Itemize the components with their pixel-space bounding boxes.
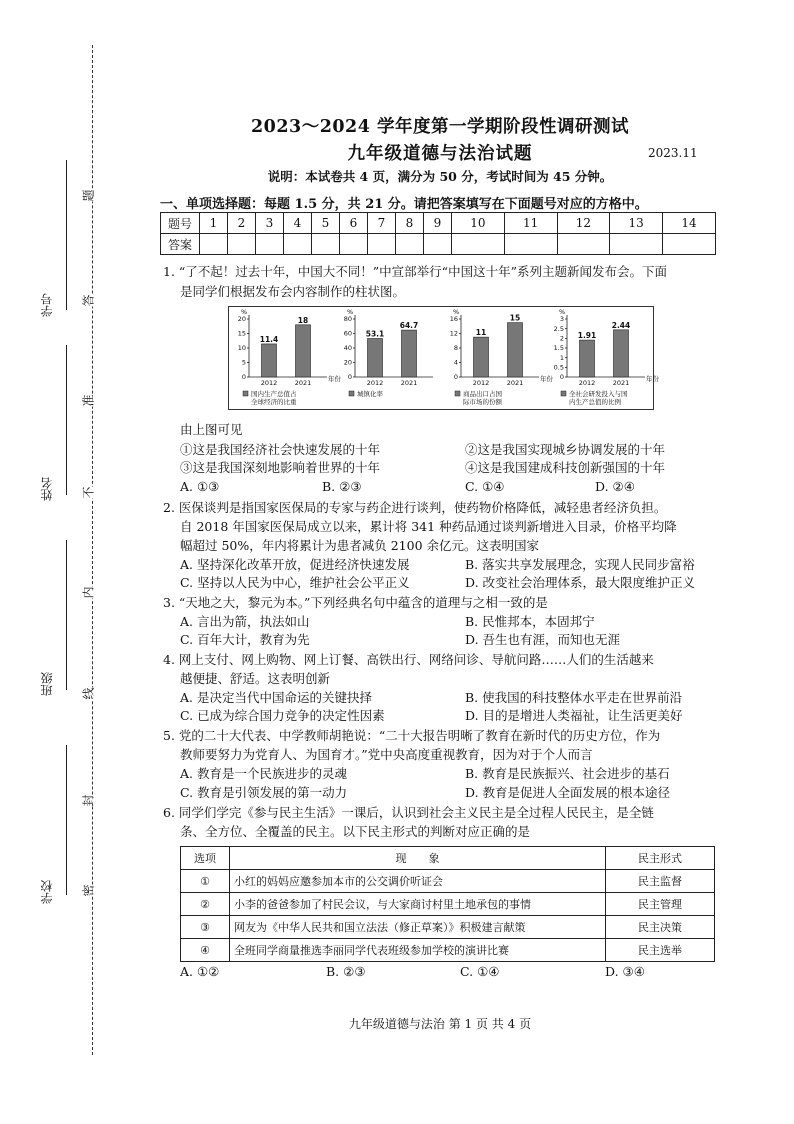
q1-stem-line1: 1. “了不起！过去十年，中国大不同！”中宣部举行“中国这十年”系列主题新闻发布会。下面	[163, 264, 667, 279]
q4-stem-line2: 越便捷、舒适。这表明创新	[180, 671, 331, 686]
row-label: 答案	[161, 234, 200, 255]
q2-stem-line1: 2. 医保谈判是指国家医保局的专家与药企进行谈判，使药物价格降低，减轻患者经济负担。	[163, 500, 667, 515]
seal-char: 封	[78, 794, 99, 806]
y-tick-label: 20	[343, 358, 352, 367]
answer-cell[interactable]	[424, 234, 452, 255]
q1-statement-2: ②这是我国实现城乡协调发展的十年	[465, 442, 666, 457]
q1-statement-3: ③这是我国深刻地影响着世界的十年	[180, 460, 381, 475]
class-label: 班级	[40, 672, 54, 696]
q5-stem-line2: 教师要努力为党育人、为国育才。”党中央高度重视教育，因为对于个人而言	[180, 747, 593, 762]
seal-char: 答	[78, 294, 99, 306]
table-row	[181, 939, 715, 962]
x-unit-label: 年份	[646, 375, 659, 383]
answer-cell[interactable]	[284, 234, 312, 255]
answer-cell[interactable]	[452, 234, 505, 255]
x-tick-label: 2021	[294, 379, 312, 387]
q5-option-d[interactable]: D. 教育是促进人全面发展的根本途径	[465, 785, 671, 800]
school-label: 学校	[40, 880, 54, 904]
y-tick-label: 8	[453, 344, 458, 353]
q6-table-header	[181, 847, 715, 870]
y-tick-label: 1.5	[553, 344, 564, 353]
data-label: 18	[297, 315, 309, 325]
table-row	[181, 893, 715, 916]
name-label: 姓名	[40, 477, 54, 501]
question-number: 6	[340, 213, 368, 234]
data-label: 53.1	[365, 329, 385, 339]
row-form: 民主选举	[606, 939, 715, 962]
row-phenomenon: 全班同学商量推选李丽同学代表班级参加学校的演讲比赛	[230, 939, 606, 962]
table-row	[181, 916, 715, 939]
x-tick-label: 2012	[366, 379, 384, 387]
q6-stem-line1: 6. 同学们学完《参与民主生活》一课后，认识到社会主义民主是全过程人民民主，是全链	[163, 805, 654, 820]
answer-cell[interactable]	[256, 234, 284, 255]
q5-option-b[interactable]: B. 教育是民族振兴、社会进步的基石	[465, 766, 670, 781]
q6-option-d[interactable]: D. ③④	[605, 964, 645, 979]
y-tick-label: 40	[343, 344, 352, 353]
question-number: 8	[396, 213, 424, 234]
seal-char: 准	[78, 394, 99, 406]
q4-option-c[interactable]: C. 已成为综合国力竞争的决定性因素	[180, 708, 385, 723]
row-index: ④	[181, 939, 230, 962]
row-form: 民主决策	[606, 916, 715, 939]
question-number: 2	[228, 213, 256, 234]
col-header: 民主形式	[606, 847, 715, 870]
q1-statement-1: ①这是我国经济社会快速发展的十年	[180, 442, 381, 457]
id-label: 学号	[40, 293, 54, 317]
row-index: ③	[181, 916, 230, 939]
x-unit-label: 年份	[540, 375, 553, 383]
question-number: 5	[312, 213, 340, 234]
question-number: 12	[557, 213, 610, 234]
question-number: 9	[424, 213, 452, 234]
q4-option-a[interactable]: A. 是决定当代中国命运的关键抉择	[180, 690, 372, 705]
seal-char: 密	[78, 884, 99, 896]
q2-option-b[interactable]: B. 落实共享发展理念，实现人民同步富裕	[465, 557, 695, 572]
y-tick-label: 3	[559, 315, 564, 324]
x-tick-label: 2021	[400, 379, 418, 387]
exam-title: 2023～2024 学年度第一学期阶段性调研测试	[250, 117, 629, 137]
legend-label: 全社会研发投入与国	[569, 390, 628, 398]
page-footer: 九年级道德与法治 第 1 页 共 4 页	[348, 1017, 532, 1031]
q2-option-a[interactable]: A. 坚持深化改革开放，促进经济快速发展	[180, 557, 410, 572]
q1-option-b[interactable]: B. ②③	[322, 479, 362, 494]
answer-cell[interactable]	[610, 234, 663, 255]
col-header: 选项	[181, 847, 230, 870]
q6-table	[180, 846, 715, 962]
y-tick-label: 15	[237, 329, 246, 338]
row-phenomenon: 网友为《中华人民共和国立法法（修正草案）》积极建言献策	[230, 916, 606, 939]
legend-label: 城镇化率	[357, 390, 383, 398]
q2-stem-line3: 幅超过 50%，年内将累计为患者减负 2100 余亿元。这表明国家	[180, 538, 540, 553]
y-tick-label: 1	[559, 353, 564, 362]
bar	[262, 344, 277, 377]
q3-option-c[interactable]: C. 百年大计，教育为先	[180, 632, 310, 647]
question-number: 3	[256, 213, 284, 234]
unit-label: %	[453, 308, 460, 316]
exam-subtitle: 九年级道德与法治试题	[347, 144, 533, 164]
unit-label: %	[347, 308, 354, 316]
data-label: 15	[509, 313, 521, 323]
unit-label: %	[559, 308, 566, 316]
q4-stem-line1: 4. 网上支付、网上购物、网上订餐、高铁出行、网络问诊、导航问路……人们的生活越来	[163, 652, 654, 667]
q4-option-b[interactable]: B. 使我国的科技整体水平走在世界前沿	[465, 690, 683, 705]
row-label: 题号	[161, 213, 200, 234]
answer-cell[interactable]	[396, 234, 424, 255]
legend-swatch	[455, 391, 460, 396]
data-label: 11	[475, 328, 487, 338]
y-tick-label: 0	[453, 373, 458, 382]
class-field	[66, 540, 67, 690]
q5-option-c[interactable]: C. 教育是引领发展的第一动力	[180, 785, 348, 800]
y-tick-label: 60	[343, 329, 352, 338]
y-tick-label: 0	[347, 373, 352, 382]
x-tick-label: 2012	[578, 379, 596, 387]
question-number: 10	[452, 213, 505, 234]
q4-option-d[interactable]: D. 目的是增进人类福祉，让生活更美好	[465, 708, 683, 723]
row-phenomenon: 小李的爸爸参加了村民会议，与大家商讨村里土地承包的事情	[230, 893, 606, 916]
y-tick-label: 4	[453, 358, 458, 367]
bar	[474, 337, 489, 377]
q1-option-d[interactable]: D. ②④	[595, 479, 635, 494]
data-label: 11.4	[259, 334, 279, 344]
answer-cell[interactable]	[663, 234, 716, 255]
y-tick-label: 5	[241, 358, 246, 367]
legend-label: 国内生产总值占	[251, 390, 297, 398]
answer-grid-answer-row	[161, 234, 716, 255]
row-form: 民主管理	[606, 893, 715, 916]
legend-swatch	[561, 391, 566, 396]
answer-cell[interactable]	[200, 234, 228, 255]
seal-char: 内	[78, 586, 99, 598]
x-unit-label: 年份	[328, 375, 341, 383]
question-number: 11	[504, 213, 557, 234]
question-number: 1	[200, 213, 228, 234]
legend-label: 商品出口占国	[463, 390, 502, 398]
legend-label: 内生产总值的比例	[569, 398, 621, 406]
q6-stem-line2: 条、全方位、全覆盖的民主。以下民主形式的判断对应正确的是	[180, 824, 531, 839]
y-tick-label: 12	[449, 329, 458, 338]
q2-stem-line2: 自 2018 年国家医保局成立以来，累计将 341 种药品通过谈判新增进入目录，价格平均降	[180, 519, 677, 534]
unit-label: %	[241, 308, 248, 316]
q6-option-b[interactable]: B. ②③	[326, 964, 366, 979]
q2-option-d[interactable]: D. 改变社会治理体系，最大限度维护正义	[465, 575, 696, 590]
legend-swatch	[349, 391, 354, 396]
q2-option-c[interactable]: C. 坚持以人民为中心，维护社会公平正义	[180, 575, 410, 590]
q1-stem-line2: 是同学们根据发布会内容制作的柱状图。	[180, 284, 406, 299]
seal-char: 题	[78, 189, 99, 201]
y-tick-label: 16	[449, 315, 458, 324]
col-header: 现 象	[230, 847, 606, 870]
x-tick-label: 2021	[506, 379, 524, 387]
x-tick-label: 2012	[260, 379, 278, 387]
q3-option-a[interactable]: A. 言出为箭，执法如山	[180, 614, 310, 629]
question-number: 4	[284, 213, 312, 234]
y-tick-label: 20	[237, 315, 246, 324]
exam-note: 说明：本试卷共 4 页，满分为 50 分，考试时间为 45 分钟。	[267, 169, 613, 184]
answer-grid	[160, 212, 716, 255]
seal-char: 线	[78, 687, 99, 699]
answer-cell[interactable]	[557, 234, 610, 255]
data-label: 64.7	[399, 321, 419, 331]
row-index: ①	[181, 870, 230, 893]
x-tick-label: 2021	[612, 379, 630, 387]
name-field	[66, 345, 67, 495]
q1-statement-4: ④这是我国建成科技创新强国的十年	[465, 460, 666, 475]
bar	[402, 330, 417, 377]
data-label: 1.91	[577, 331, 597, 341]
row-phenomenon: 小红的妈妈应邀参加本市的公交调价听证会	[230, 870, 606, 893]
q6-option-c[interactable]: C. ①④	[460, 964, 500, 979]
q5-stem-line1: 5. 党的二十大代表、中学教师胡艳说：“二十大报告明晰了教育在新时代的历史方位，作为	[163, 728, 661, 743]
answer-cell[interactable]	[340, 234, 368, 255]
table-row	[181, 870, 715, 893]
q3-option-b[interactable]: B. 民惟邦本，本固邦宁	[465, 614, 595, 629]
answer-cell[interactable]	[368, 234, 396, 255]
y-tick-label: 2	[559, 334, 564, 343]
bar	[580, 340, 595, 377]
bar	[614, 330, 629, 377]
bar	[508, 323, 523, 377]
charts-svg	[229, 307, 659, 409]
data-label: 2.44	[611, 320, 631, 330]
question-number: 7	[368, 213, 396, 234]
legend-label: 际市场的份额	[463, 398, 502, 406]
legend-label: 全球经济的比重	[251, 398, 297, 406]
answer-cell[interactable]	[228, 234, 256, 255]
answer-cell[interactable]	[504, 234, 557, 255]
x-tick-label: 2012	[472, 379, 490, 387]
y-tick-label: 80	[343, 315, 352, 324]
q3-option-d[interactable]: D. 吾生也有涯，而知也无涯	[465, 632, 621, 647]
q6-option-a[interactable]: A. ①②	[180, 964, 220, 979]
y-tick-label: 10	[237, 344, 246, 353]
school-field	[66, 745, 67, 895]
answer-cell[interactable]	[312, 234, 340, 255]
answer-grid-number-row	[161, 213, 716, 234]
bar	[296, 325, 311, 377]
q1-option-c[interactable]: C. ①④	[465, 479, 505, 494]
section-heading: 一、单项选择题：每题 1.5 分，共 21 分。请把答案填写在下面题号对应的方格中。	[160, 197, 648, 212]
y-tick-label: 2.5	[553, 324, 564, 333]
y-tick-label: 0.5	[553, 363, 564, 372]
legend-swatch	[243, 391, 248, 396]
q1-option-a[interactable]: A. ①③	[180, 479, 220, 494]
y-tick-label: 0	[241, 373, 246, 382]
exam-date: 2023.11	[648, 146, 698, 160]
q5-option-a[interactable]: A. 教育是一个民族进步的灵魂	[180, 766, 347, 781]
bar	[368, 339, 383, 377]
row-form: 民主监督	[606, 870, 715, 893]
id-field	[66, 160, 67, 310]
question-number: 14	[663, 213, 716, 234]
row-index: ②	[181, 893, 230, 916]
q1-lead: 由上图可见	[180, 422, 243, 437]
q1-bar-charts	[228, 306, 659, 410]
q3-stem: 3. “天地之大，黎元为本。”下列经典名句中蕴含的道理与之相一致的是	[163, 595, 548, 610]
seal-char: 不	[78, 486, 99, 498]
question-number: 13	[610, 213, 663, 234]
y-tick-label: 0	[559, 373, 564, 382]
